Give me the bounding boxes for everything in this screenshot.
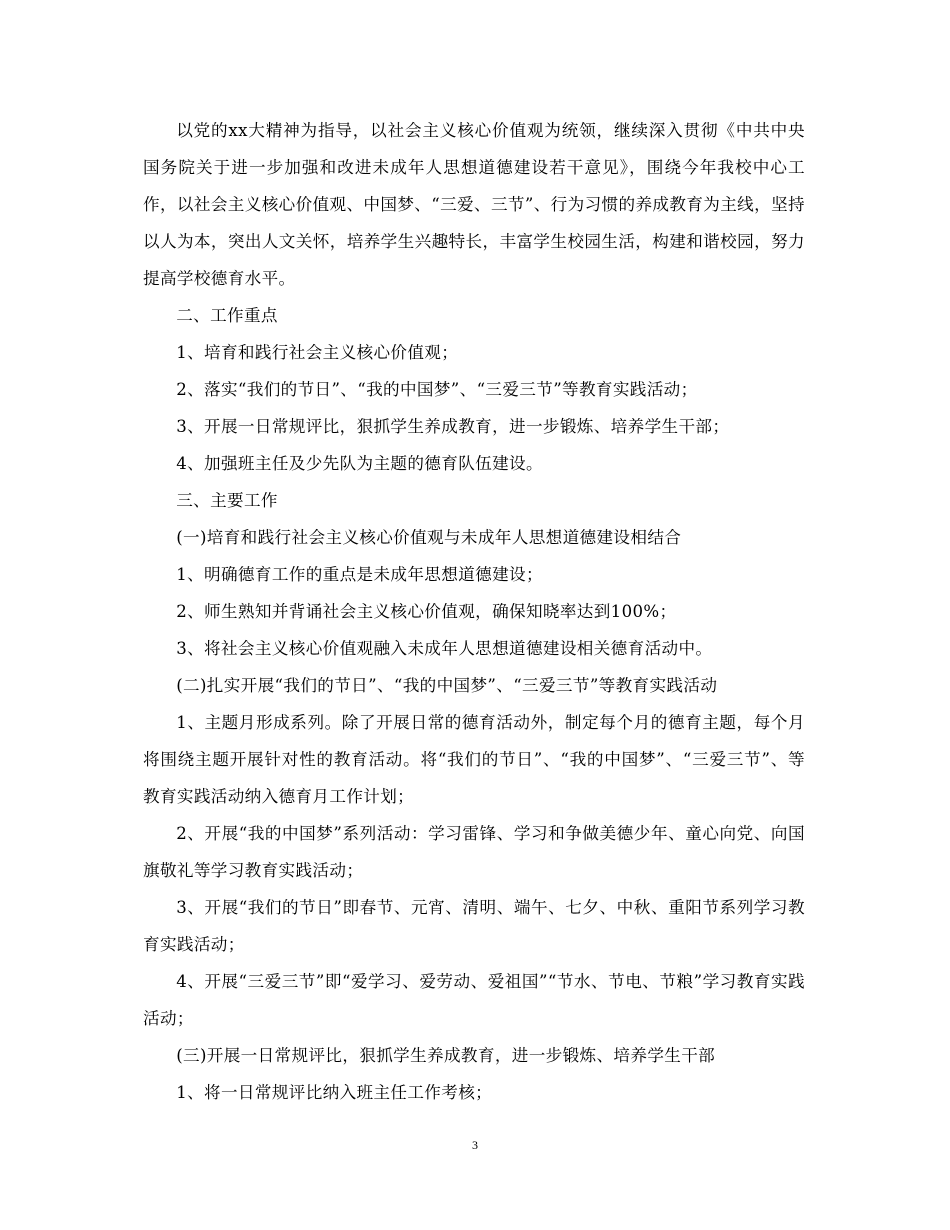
page-number: 3 xyxy=(472,1138,478,1152)
section2-item-2: 2、开展“我的中国梦”系列活动：学习雷锋、学习和争做美德少年、童心向党、向国旗敬礼等学习教育实践活动； xyxy=(143,824,805,880)
paragraph-intro: 以党的xx大精神为指导，以社会主义核心价值观为统领，继续深入贯彻《中共中央国务院关于进一步加强和改进未成年人思想道德建设若干意见》，围绕今年我校中心工作，以社会主义核心价值观、中国梦、“三爱、三节”、行为习惯的养成教育为主线，坚持以人为本，突出人文关怀，培养学生兴趣特长，丰富学生校园生活，构建和谐校园，努力提高学校德育水平。 xyxy=(143,121,805,288)
section3-item-1: 1、将一日常规评比纳入班主任工作考核； xyxy=(176,1083,493,1102)
focus-item-1: 1、培育和践行社会主义核心价值观； xyxy=(176,343,459,362)
section1-item-3: 3、将社会主义核心价值观融入未成年人思想道德建设相关德育活动中。 xyxy=(176,639,713,658)
section2-item-1: 1、主题月形成系列。除了开展日常的德育活动外，制定每个月的德育主题，每个月将围绕主题开展针对性的教育活动。将“我们的节日”、“我的中国梦”、“三爱三节”、等教育实践活动纳入德育月工作计划； xyxy=(143,713,805,806)
section1-item-2: 2、师生熟知并背诵社会主义核心价值观，确保知晓率达到100%； xyxy=(176,602,677,621)
subheading-2: (二)扎实开展“我们的节日”、“我的中国梦”、“三爱三节”等教育实践活动 xyxy=(176,676,718,695)
heading-main-work: 三、主要工作 xyxy=(176,491,278,510)
document-body xyxy=(143,112,805,1111)
section2-item-3: 3、开展“我们的节日”即春节、元宵、清明、端午、七夕、中秋、重阳节系列学习教育实践活动； xyxy=(143,898,805,954)
subheading-3: (三)开展一日常规评比，狠抓学生养成教育，进一步锻炼、培养学生干部 xyxy=(176,1046,716,1065)
focus-item-4: 4、加强班主任及少先队为主题的德育队伍建设。 xyxy=(176,454,543,473)
focus-item-2: 2、落实“我们的节日”、“我的中国梦”、“三爱三节”等教育实践活动； xyxy=(176,380,698,399)
section2-item-4: 4、开展“三爱三节”即“爱学习、爱劳动、爱祖国”“节水、节电、节粮”学习教育实践活动； xyxy=(143,972,805,1028)
section1-item-1: 1、明确德育工作的重点是未成年思想道德建设； xyxy=(176,565,543,584)
heading-work-focus: 二、工作重点 xyxy=(176,306,278,325)
focus-item-3: 3、开展一日常规评比，狠抓学生养成教育，进一步锻炼、培养学生干部； xyxy=(176,417,730,436)
subheading-1: (一)培育和践行社会主义核心价值观与未成年人思想道德建设相结合 xyxy=(176,528,682,547)
